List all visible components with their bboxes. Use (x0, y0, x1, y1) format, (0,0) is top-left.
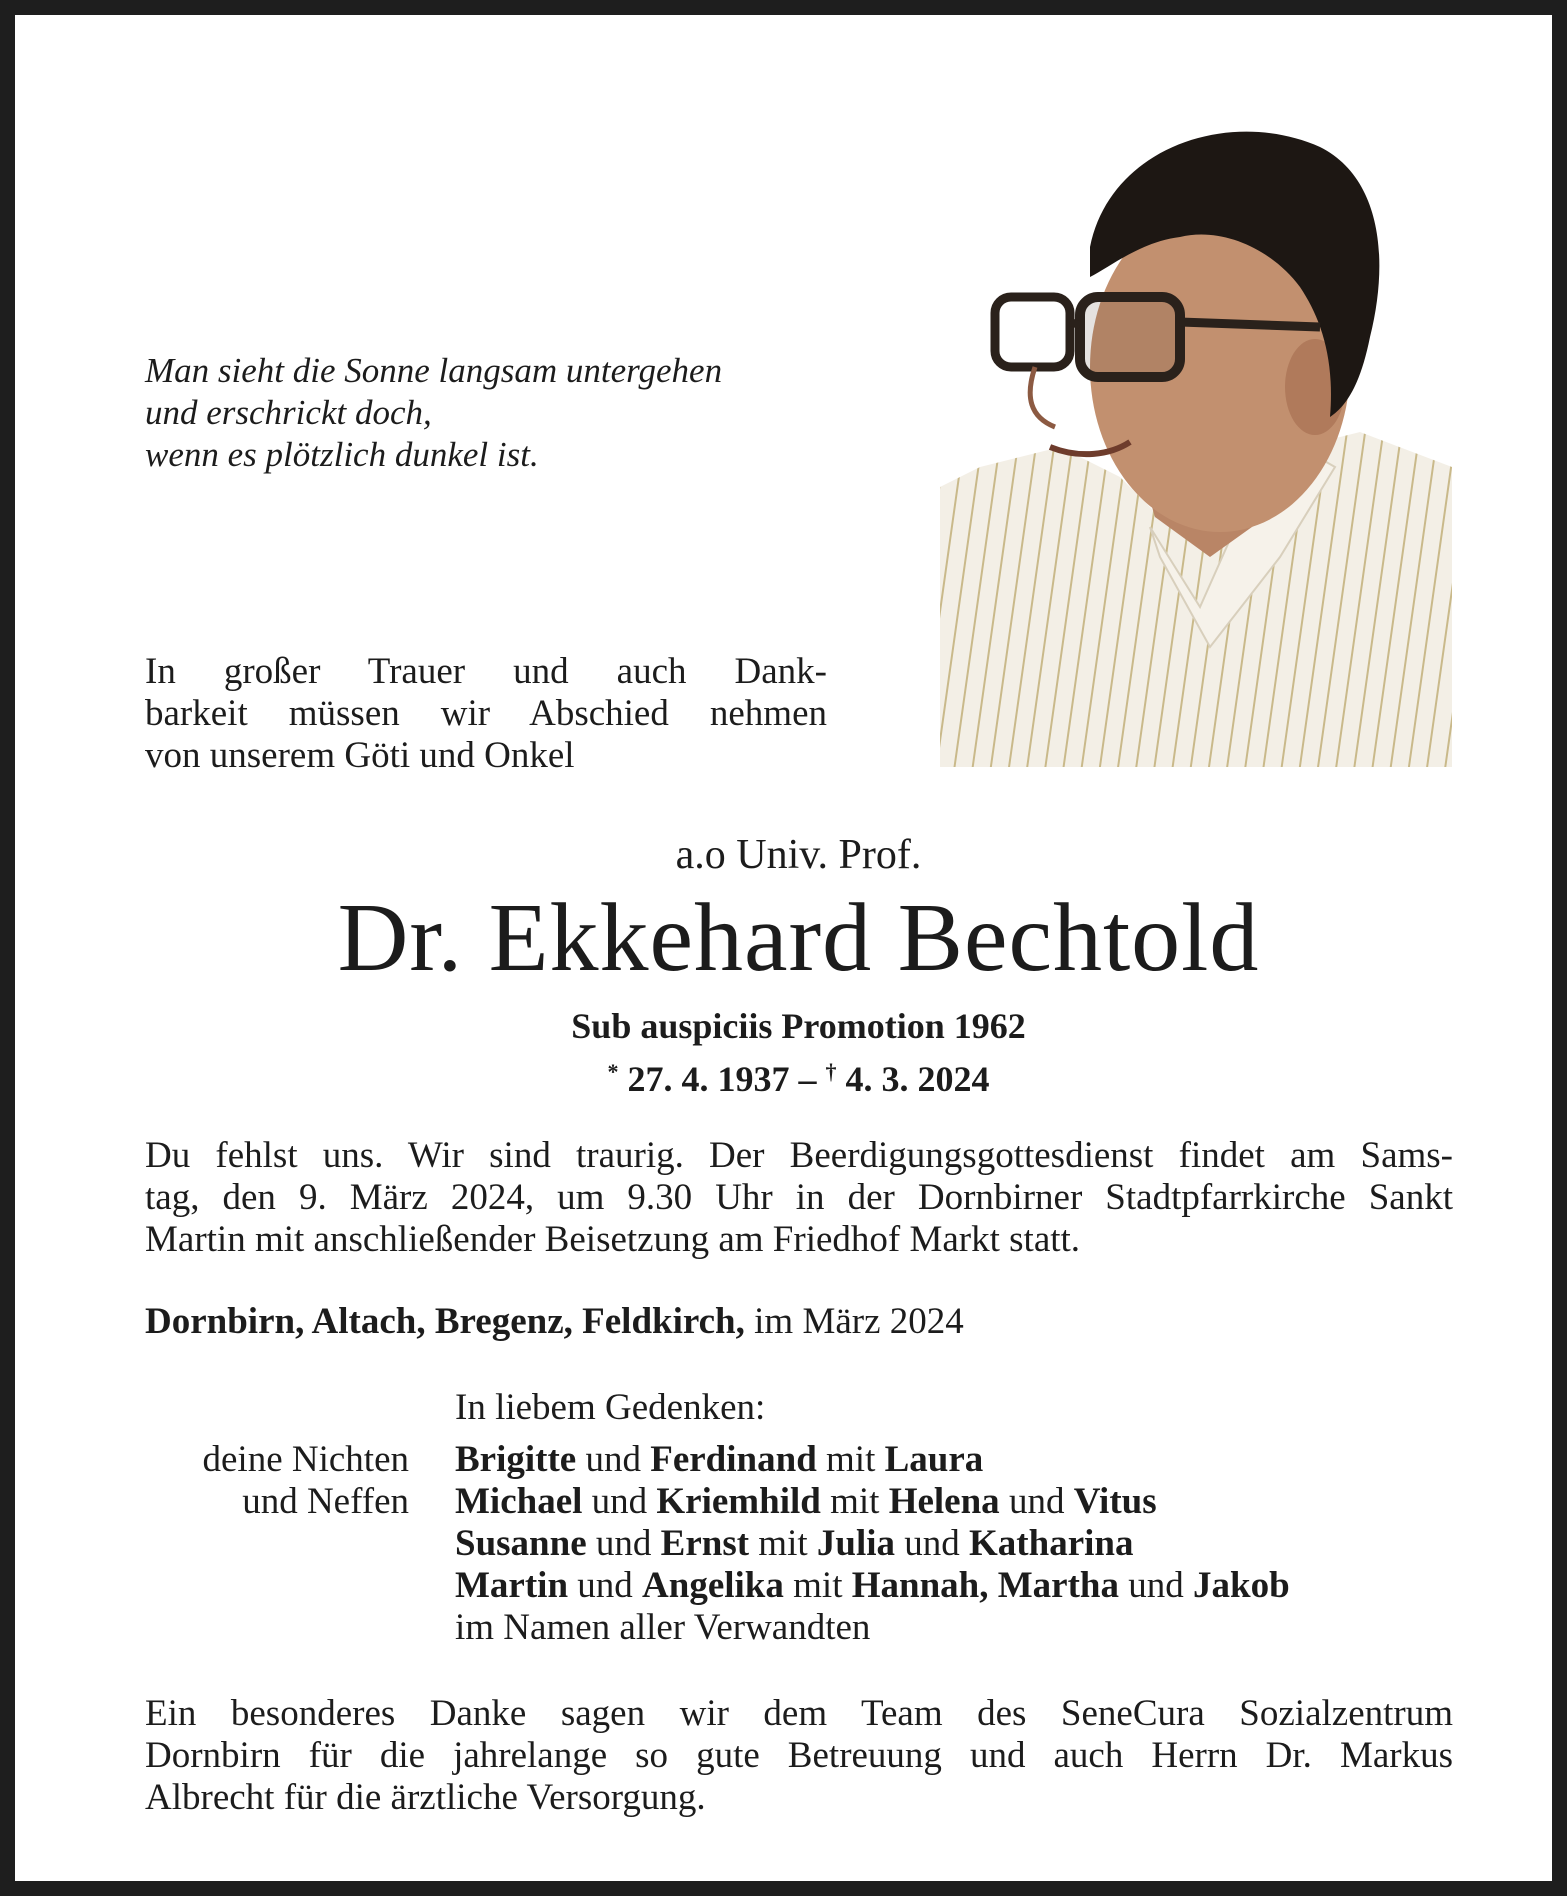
thanks-line: Albrecht für die ärztliche Versorgung. (145, 1777, 706, 1818)
family-name: Susanne (455, 1523, 587, 1564)
family-name: Martin (455, 1565, 569, 1606)
deceased-name: Dr. Ekkehard Bechtold (337, 884, 1260, 992)
family-connector: und (999, 1481, 1074, 1522)
family-connector: im Namen aller Verwandten (455, 1607, 871, 1648)
family-row (455, 1523, 1455, 1565)
distinction: Sub auspiciis Promotion 1962 (571, 1006, 1026, 1046)
family-connector: und (568, 1565, 643, 1606)
family-connector: mit (749, 1523, 817, 1564)
family-connector: und (582, 1481, 657, 1522)
family-name: Helena (888, 1481, 1000, 1522)
family-name: Ernst (660, 1523, 750, 1564)
family-name: Vitus (1073, 1481, 1157, 1522)
intro-text (145, 651, 827, 777)
family-connector: und (576, 1439, 651, 1480)
family-name: Jakob (1193, 1565, 1290, 1606)
poem-line: und erschrickt doch, (145, 393, 432, 432)
family-connector: mit (783, 1565, 852, 1606)
family-connector: mit (820, 1481, 889, 1522)
birth-mark: * (607, 1059, 619, 1084)
family-name: Michael (455, 1481, 583, 1522)
service-line: Martin mit anschließender Beisetzung am Friedhof Markt statt. (145, 1219, 1081, 1260)
death-date: 4. 3. 2024 (845, 1059, 990, 1099)
family-name: Ferdinand (650, 1439, 817, 1480)
family-connector: mit (816, 1439, 885, 1480)
family-list (455, 1439, 1455, 1649)
poem-line: Man sieht die Sonne langsam untergehen (145, 351, 723, 390)
towns: Dornbirn, Altach, Bregenz, Feldkirch, (145, 1301, 745, 1342)
intro-line: In großer Trauer und auch Dank- (145, 651, 827, 692)
portrait-image (940, 87, 1452, 767)
family-row (455, 1565, 1455, 1607)
family-name: Angelika (642, 1565, 784, 1606)
poem (145, 350, 845, 476)
family-name: Julia (816, 1523, 896, 1564)
notice-date: im März 2024 (754, 1301, 964, 1342)
family-name: Laura (884, 1439, 984, 1480)
family-row (455, 1481, 1455, 1523)
date-separator: – (798, 1059, 817, 1099)
family-name: Kriemhild (656, 1481, 821, 1522)
portrait-photo (940, 87, 1452, 767)
thanks-line: Dornbirn für die jahrelange so gute Betreuung und auch Herrn Dr. Markus (145, 1735, 1453, 1776)
family-row (455, 1607, 1455, 1649)
family-connector: und (586, 1523, 661, 1564)
family-name: Katharina (969, 1523, 1134, 1564)
family-name: Brigitte (455, 1439, 577, 1480)
relation-label: deine Nichten (202, 1439, 409, 1480)
service-text (145, 1135, 1453, 1261)
poem-line: wenn es plötzlich dunkel ist. (145, 435, 539, 474)
service-line: Du fehlst uns. Wir sind traurig. Der Beerdigungsgottesdienst findet am Sams- (145, 1135, 1453, 1176)
family-connector: und (895, 1523, 970, 1564)
academic-title: a.o Univ. Prof. (675, 832, 922, 878)
intro-line: von unserem Göti und Onkel (145, 735, 575, 776)
birth-date: 27. 4. 1937 (627, 1059, 790, 1099)
intro-line: barkeit müssen wir Abschied nehmen (145, 693, 827, 734)
death-mark: † (825, 1059, 837, 1084)
family-row (455, 1439, 1455, 1481)
memory-heading: In liebem Gedenken: (455, 1387, 766, 1428)
family-connector: und (1119, 1565, 1193, 1606)
thanks-line: Ein besonderes Danke sagen wir dem Team des SeneCura Sozialzentrum (145, 1693, 1453, 1734)
service-line: tag, den 9. März 2024, um 9.30 Uhr in der Dornbirner Stadtpfarrkirche Sankt (145, 1177, 1453, 1218)
thanks-text (145, 1693, 1453, 1819)
life-dates (15, 1051, 1567, 1100)
family-name: Hannah, Martha (851, 1565, 1119, 1606)
relation-label: und Neffen (242, 1481, 409, 1522)
places-date (145, 1301, 1453, 1343)
